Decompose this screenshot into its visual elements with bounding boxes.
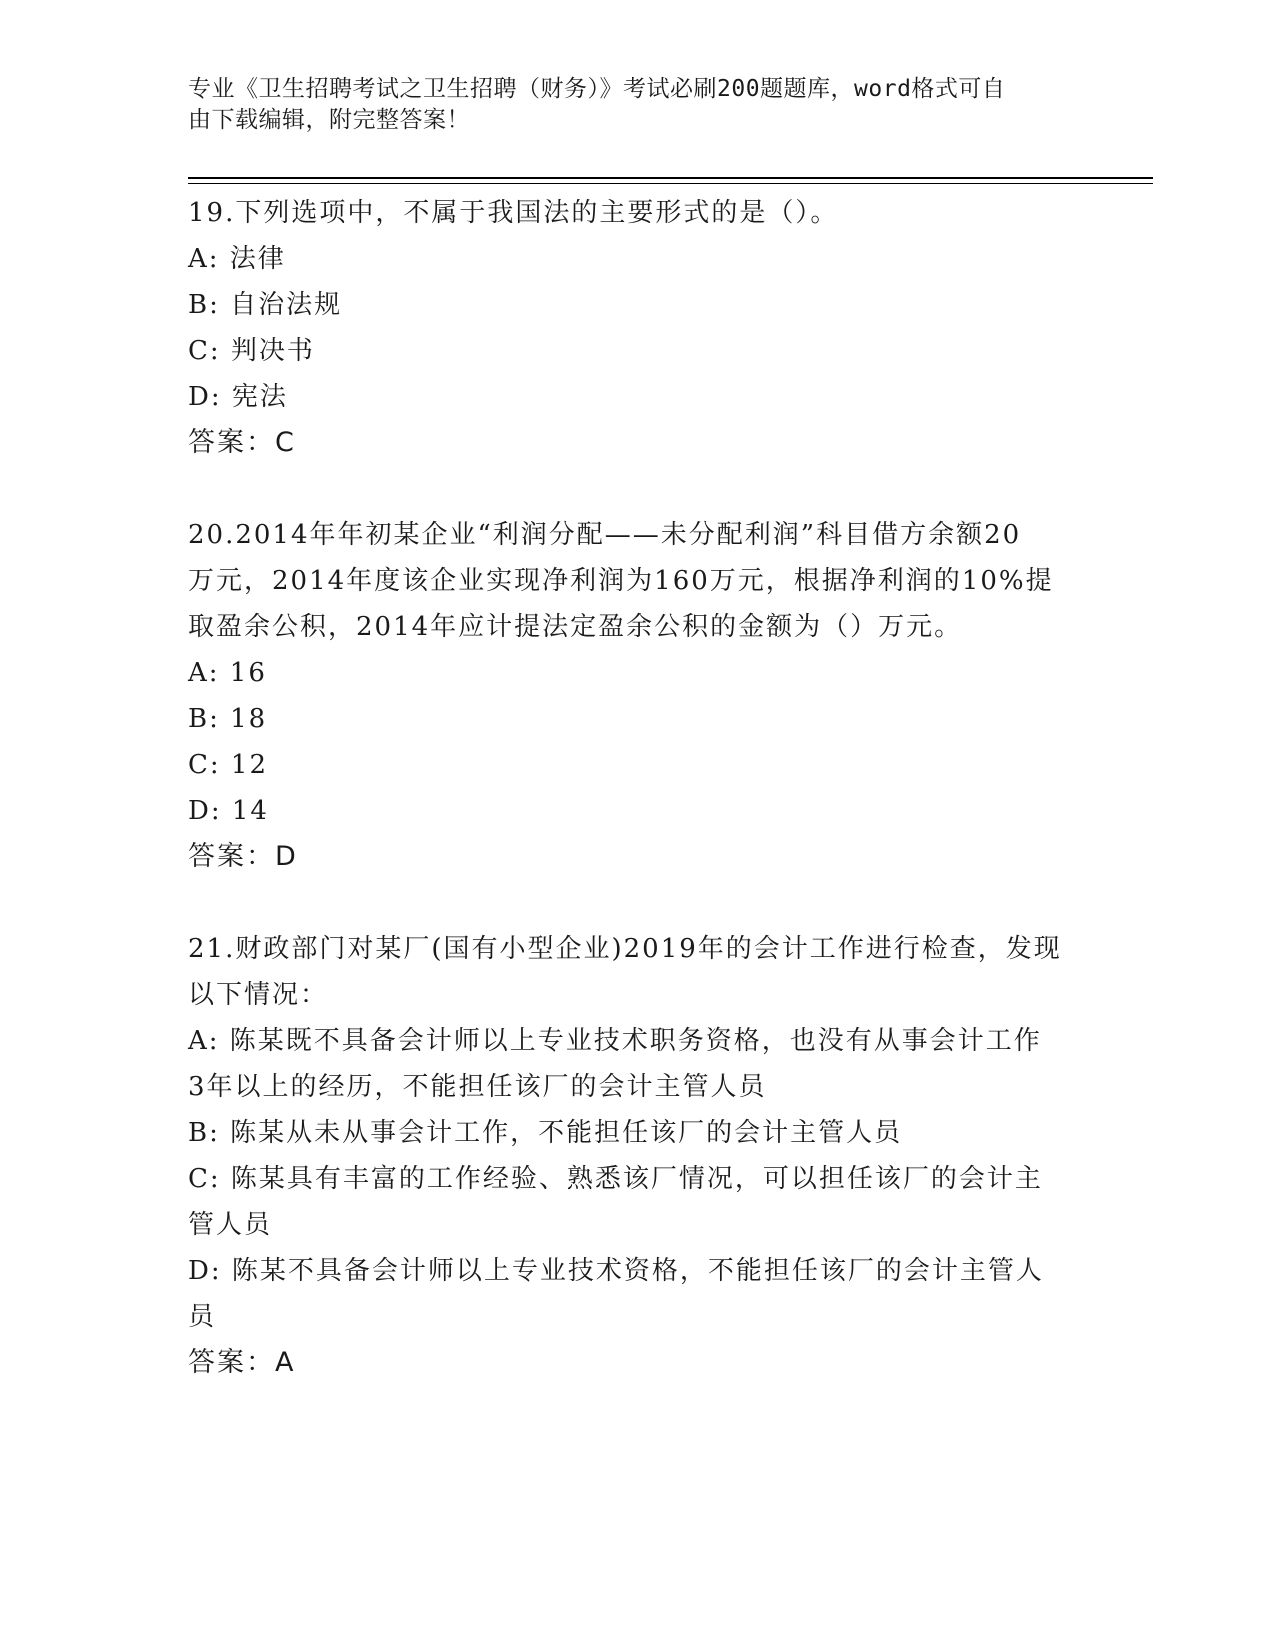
option-a: A: 陈某既不具备会计师以上专业技术职务资格，也没有从事会计工作 xyxy=(188,1026,1042,1056)
option-a: A: 法律 xyxy=(188,244,286,274)
question-20 xyxy=(188,512,1088,880)
option-a: A: 16 xyxy=(188,658,267,688)
option-d: D: 14 xyxy=(188,796,269,826)
header-divider xyxy=(188,177,1153,179)
answer-label: 答案：D xyxy=(188,841,298,872)
option-c: C: 判决书 xyxy=(188,336,315,366)
header-line: 专业《卫生招聘考试之卫生招聘（财务）》考试必刷200题题库，word格式可自 xyxy=(188,76,1006,102)
question-19 xyxy=(188,190,1088,466)
question-stem: 万元，2014年度该企业实现净利润为160万元，根据净利润的10%提 xyxy=(188,566,1054,596)
question-stem: 19.下列选项中，不属于我国法的主要形式的是（）。 xyxy=(188,198,839,228)
option-c: 管人员 xyxy=(188,1210,273,1240)
answer-label: 答案：A xyxy=(188,1347,296,1378)
option-b: B: 18 xyxy=(188,704,268,734)
option-b: B: 陈某从未从事会计工作，不能担任该厂的会计主管人员 xyxy=(188,1118,903,1148)
option-d: 员 xyxy=(188,1302,217,1332)
question-stem: 20.2014年年初某企业“利润分配——未分配利润”科目借方余额20 xyxy=(188,520,1022,550)
question-stem: 取盈余公积，2014年应计提法定盈余公积的金额为（）万元。 xyxy=(188,612,963,642)
question-stem: 以下情况： xyxy=(188,980,329,1010)
question-21 xyxy=(188,926,1088,1386)
option-d: D: 宪法 xyxy=(188,382,288,412)
header-line: 由下载编辑，附完整答案！ xyxy=(188,107,470,133)
question-list xyxy=(188,190,1088,1432)
answer-label: 答案：C xyxy=(188,427,296,458)
question-stem: 21.财政部门对某厂(国有小型企业)2019年的会计工作进行检查，发现 xyxy=(188,934,1062,964)
document-header xyxy=(188,74,1068,136)
option-d: D: 陈某不具备会计师以上专业技术资格，不能担任该厂的会计主管人 xyxy=(188,1256,1044,1286)
option-c: C: 陈某具有丰富的工作经验、熟悉该厂情况，可以担任该厂的会计主 xyxy=(188,1164,1043,1194)
option-c: C: 12 xyxy=(188,750,269,780)
header-divider-thin xyxy=(188,183,1153,184)
option-a: 3年以上的经历，不能担任该厂的会计主管人员 xyxy=(188,1072,767,1102)
option-b: B: 自治法规 xyxy=(188,290,343,320)
